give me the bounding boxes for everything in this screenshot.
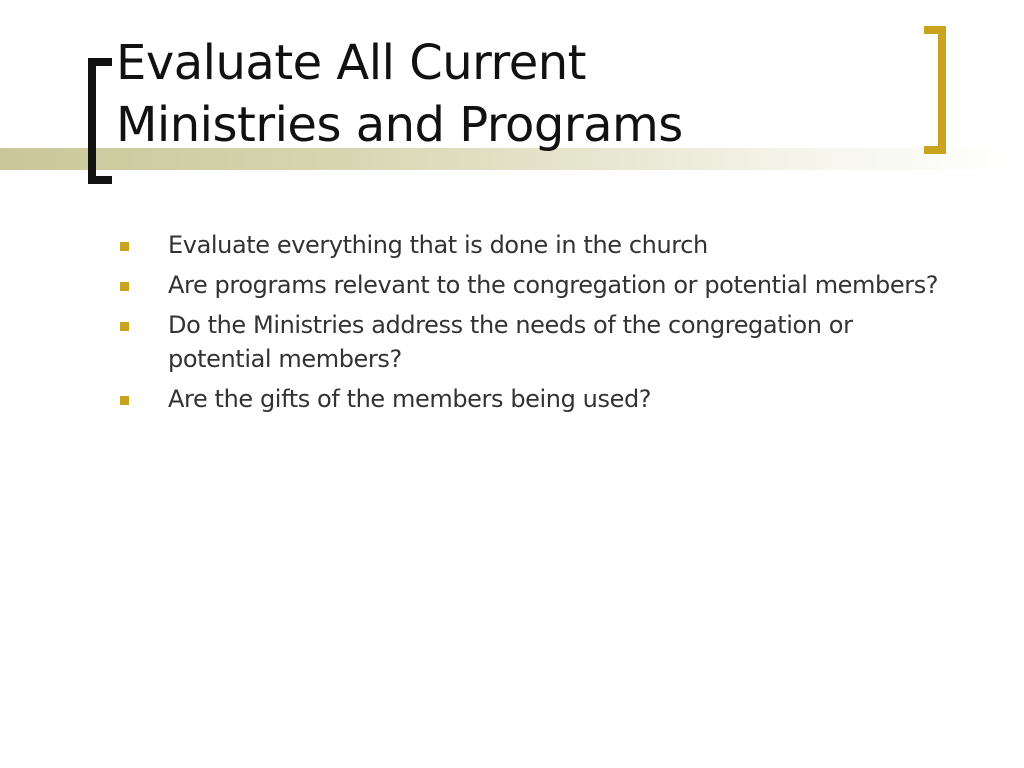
bullet-item [116, 268, 946, 302]
bullet-list [116, 228, 946, 422]
bullet-item [116, 308, 946, 376]
bullet-text: Evaluate everything that is done in the church [168, 231, 708, 259]
slide-title-line: Evaluate All Current [116, 35, 586, 91]
slide-title-line: Ministries and Programs [116, 97, 683, 153]
bullet-item [116, 382, 946, 416]
bullet-text: Do the Ministries address the needs of the congregation or potential members? [168, 311, 853, 373]
right-bracket-decoration [924, 26, 946, 154]
bullet-text: Are the gifts of the members being used? [168, 385, 652, 413]
bullet-item [116, 228, 946, 262]
square-bullet-icon [120, 282, 129, 291]
bullet-text: Are programs relevant to the congregation or potential members? [168, 271, 939, 299]
slide-title [116, 32, 916, 156]
square-bullet-icon [120, 242, 129, 251]
square-bullet-icon [120, 322, 129, 331]
square-bullet-icon [120, 396, 129, 405]
left-bracket-decoration [88, 58, 112, 184]
